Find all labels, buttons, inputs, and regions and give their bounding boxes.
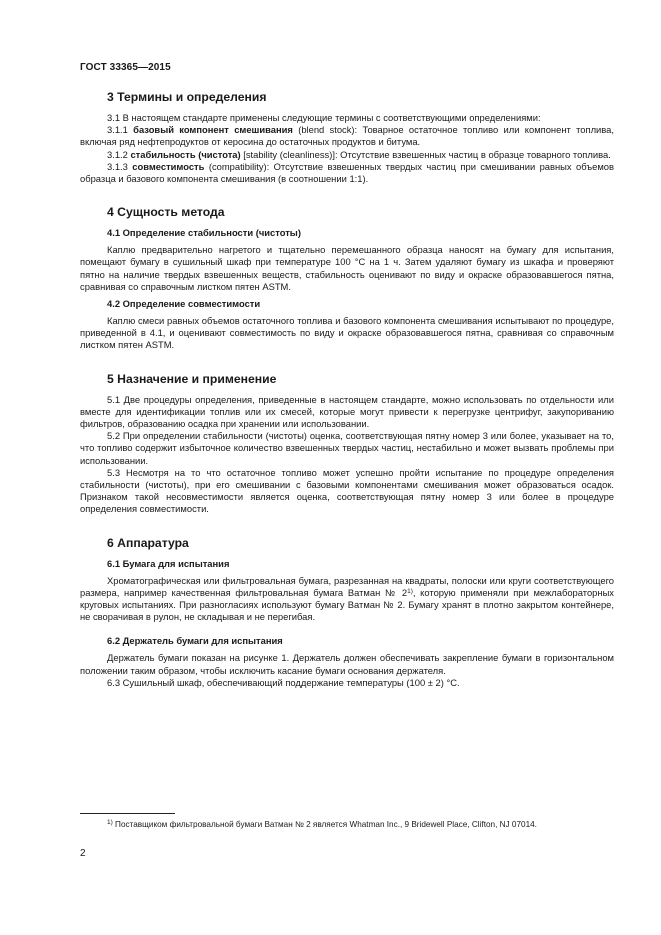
subsection-6-1-title: 6.1 Бумага для испытания	[107, 557, 230, 569]
page-number: 2	[80, 848, 86, 859]
footnote-ref: 1)	[407, 587, 413, 595]
term-number: 3.1.2	[107, 148, 131, 160]
para-5-3: 5.3 Несмотря на то что остаточное топливо может успешно пройти испытание по процедуре определения стабильности (чистоты), при его смешивании с базовыми компонентами смешивания может образоваться осадок. Признаком такой несовместимости является оценка, соответствующая пятну номер 3 или более в процедуре определения совместимости.	[80, 466, 614, 515]
subsection-4-1-title: 4.1 Определение стабильности (чистоты)	[107, 227, 301, 239]
term-name: стабильность (чистота)	[130, 148, 241, 160]
page-content	[80, 90, 614, 689]
para-3-1-3	[80, 161, 614, 185]
section-3-title: 3 Термины и определения	[107, 90, 267, 104]
term-name: базовый компонент смешивания	[133, 124, 293, 136]
para-4-2: Каплю смеси равных объемов остаточного топлива и базового компонента смешивания испытывают по процедуре, приведенной в 4.1, и оценивают совместимость по виду и окраске образовавшегося пятна, сравнивая со справочным листком пятен ASTM.	[80, 315, 614, 351]
document-code: ГОСТ 33365—2015	[80, 62, 171, 73]
para-6-1	[80, 575, 614, 624]
para-6-2: Держатель бумаги показан на рисунке 1. Держатель должен обеспечивать закрепление бумаги в горизонтальном положении таким образом, чтобы исключить касание бумаги основания держателя.	[80, 652, 614, 676]
para-3-1: 3.1 В настоящем стандарте применены следующие термины с соответствующими определениями:	[107, 112, 541, 123]
footnote-text: Поставщиком фильтровальной бумаги Ватман № 2 является Whatman Inc., 9 Bridewell Place, Clifton, NJ 07014.	[112, 820, 537, 829]
section-4-title: 4 Сущность метода	[107, 205, 225, 220]
term-name: совместимость	[132, 160, 205, 172]
term-number: 3.1.1	[107, 124, 134, 136]
subsection-6-2-title: 6.2 Держатель бумаги для испытания	[107, 635, 283, 647]
footnote-divider	[80, 813, 175, 814]
para-3-1-1	[80, 124, 614, 148]
para-4-1: Каплю предварительно нагретого и тщательно перемешанного образца наносят на бумагу для испытания, помещают бумагу в сушильный шкаф при температуре 100 °С на 1 ч. Затем удаляют бумагу из шкафа и проверяют пятно на наличие твердых взвешенных веществ, стабильность оценивают по виду и окраске образовавшегося пятна, сравнивая со справочным листком пятен ASTM.	[80, 244, 614, 292]
term-definition: (compatibility): Отсутствие взвешенных твердых частиц при смешивании равных объемов образца и базового компонента смешивания (в соотношении 1:1).	[80, 160, 614, 185]
section-6-title: 6 Аппаратура	[107, 535, 189, 550]
term-number: 3.1.3	[107, 160, 133, 172]
term-definition: [stability (cleanliness)]: Отсутствие взвешенных частиц в образце товарного топлива.	[240, 148, 611, 160]
footnote	[80, 819, 614, 830]
para-6-3: 6.3 Сушильный шкаф, обеспечивающий поддержание температуры (100 ± 2) °С.	[107, 676, 460, 688]
section-5-title: 5 Назначение и применение	[107, 371, 277, 386]
para-5-1: 5.1 Две процедуры определения, приведенные в настоящем стандарте, можно использовать по отдельности или вместе для идентификации топлив или их смесей, которые могут привести к перегрузке центрифуг, закупориванию фильтров, образованию осадка при хранении или использовании.	[80, 393, 614, 430]
para-3-1-2	[80, 149, 614, 161]
para-5-2: 5.2 При определении стабильности (чистоты) оценка, соответствующая пятну номер 3 или более, указывает на то, что топливо содержит избыточное количество взвешенных твердых частиц, нестабильно и может вызвать проблемы при использовании.	[80, 430, 614, 466]
para-6-1-text-a: Хроматографическая или фильтровальная бумага, разрезанная на квадраты, полоски или круги соответствующего размера, например качественная фильтровальная бумага Ватман № 2	[80, 574, 614, 598]
subsection-4-2-title: 4.2 Определение совместимости	[107, 298, 261, 310]
term-definition: (blend stock): Товарное остаточное топливо или компонент топлива, включая ряд нефтепродуктов от керосина до остаточных продуктов и битума.	[80, 124, 614, 148]
footnote-mark: 1)	[107, 819, 113, 826]
para-6-1-text-b: , которую применяли при межлабораторных круговых испытаниях. При разногласиях используют бумагу Ватман № 2. Бумагу хранят в плотно закрытом контейнере, не сворачивая в рулон, не складывая и не перегибая.	[80, 586, 614, 623]
